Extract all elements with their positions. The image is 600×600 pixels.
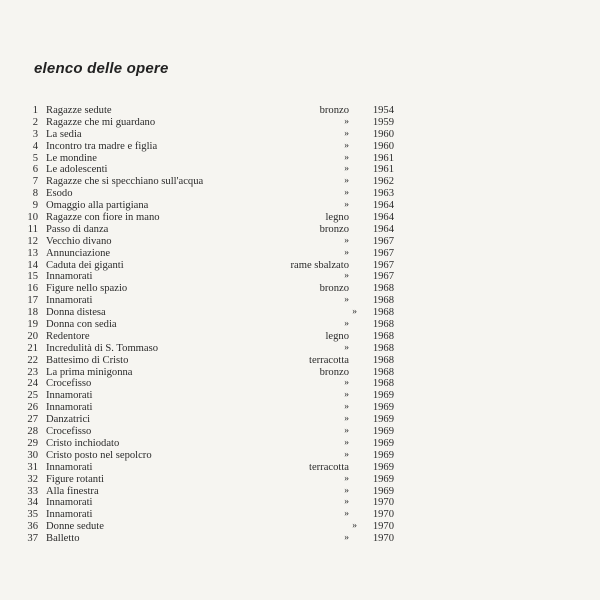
work-material: »: [344, 437, 349, 448]
work-title: Figure nello spazio: [46, 283, 128, 295]
work-title: Battesimo di Cristo: [46, 354, 129, 366]
work-year: 1969: [372, 414, 394, 426]
work-year: 1969: [372, 402, 394, 414]
work-material: »: [344, 176, 349, 187]
work-year: 1970: [372, 521, 394, 533]
work-year: 1960: [372, 140, 394, 152]
work-row: [24, 343, 394, 355]
work-number: 26: [27, 402, 38, 414]
work-material: »: [344, 140, 349, 151]
work-row: [24, 271, 394, 283]
work-title: Ragazze che mi guardano: [46, 116, 156, 128]
work-material: »: [344, 271, 349, 282]
work-material: »: [344, 533, 349, 544]
work-year: 1969: [372, 449, 394, 461]
work-row: [24, 153, 394, 165]
work-year: 1968: [372, 378, 394, 390]
work-title: Danzatrici: [46, 414, 91, 426]
work-number: 18: [27, 307, 38, 319]
work-material: »: [344, 402, 349, 413]
work-title: Innamorati: [46, 295, 93, 307]
work-row: [24, 212, 394, 224]
work-title: Innamorati: [46, 390, 93, 402]
work-material: »: [344, 342, 349, 353]
work-number: 20: [27, 330, 38, 342]
work-row: [24, 260, 394, 272]
work-number: 1: [32, 105, 38, 116]
work-title: Ragazze che si specchiano sull'acqua: [46, 176, 204, 188]
work-year: 1962: [372, 176, 394, 188]
work-number: 25: [27, 390, 38, 402]
work-title: Ragazze con fiore in mano: [46, 212, 160, 224]
work-number: 37: [27, 533, 38, 545]
work-year: 1968: [372, 295, 394, 307]
work-material: »: [344, 152, 349, 163]
work-year: 1968: [372, 342, 394, 354]
work-row: [24, 367, 394, 379]
work-material: »: [344, 295, 349, 306]
work-material: bronzo: [319, 366, 349, 378]
work-number: 8: [32, 188, 38, 200]
work-row: [24, 390, 394, 402]
work-title: Incontro tra madre e figlia: [46, 140, 158, 152]
work-row: [24, 188, 394, 200]
work-year: 1969: [372, 485, 394, 497]
work-material: terracotta: [309, 354, 349, 366]
work-row: [24, 307, 394, 319]
work-number: 16: [27, 283, 38, 295]
work-row: [24, 497, 394, 509]
work-number: 2: [32, 116, 38, 128]
work-material: »: [344, 116, 349, 127]
work-year: 1969: [372, 461, 394, 473]
work-title: Ragazze sedute: [46, 105, 112, 116]
work-material: »: [344, 426, 349, 437]
work-number: 21: [27, 342, 38, 354]
work-material: »: [344, 247, 349, 258]
work-number: 29: [27, 437, 38, 449]
work-row: [24, 224, 394, 236]
work-row: [24, 141, 394, 153]
work-row: [24, 295, 394, 307]
work-title: Crocefisso: [46, 378, 92, 390]
work-year: 1968: [372, 354, 394, 366]
work-row: [24, 319, 394, 331]
work-title: Innamorati: [46, 402, 93, 414]
work-year: 1970: [372, 533, 394, 545]
work-title: Crocefisso: [46, 426, 92, 438]
work-title: Le mondine: [46, 152, 97, 164]
work-title: Esodo: [46, 188, 73, 200]
work-year: 1963: [372, 188, 394, 200]
work-year: 1968: [372, 307, 394, 319]
work-row: [24, 283, 394, 295]
work-row: [24, 450, 394, 462]
work-title: Omaggio alla partigiana: [46, 200, 149, 212]
work-title: Figure rotanti: [46, 473, 104, 485]
work-year: 1961: [372, 164, 394, 176]
work-title: Innamorati: [46, 497, 93, 509]
work-material: »: [344, 319, 349, 330]
work-row: [24, 355, 394, 367]
work-year: 1959: [372, 116, 394, 128]
work-row: [24, 117, 394, 129]
work-title: Innamorati: [46, 271, 93, 283]
work-number: 10: [27, 212, 38, 224]
work-number: 14: [27, 259, 38, 271]
work-number: 27: [27, 414, 38, 426]
work-row: [24, 378, 394, 390]
work-number: 11: [27, 223, 38, 235]
work-number: 5: [32, 152, 38, 164]
work-row: [24, 105, 394, 117]
work-row: [24, 331, 394, 343]
work-title: Passo di danza: [46, 223, 109, 235]
work-year: 1968: [372, 283, 394, 295]
work-number: 15: [27, 271, 38, 283]
work-title: La sedia: [46, 128, 82, 140]
work-material: »: [344, 449, 349, 460]
work-row: [24, 521, 394, 533]
work-title: Cristo posto nel sepolcro: [46, 449, 152, 461]
work-title: La prima minigonna: [46, 366, 133, 378]
work-row: [24, 533, 394, 545]
work-row: [24, 474, 394, 486]
work-row: [24, 462, 394, 474]
work-year: 1968: [372, 330, 394, 342]
work-title: Redentore: [46, 330, 90, 342]
work-title: Cristo inchiodato: [46, 437, 120, 449]
work-material: »: [344, 128, 349, 139]
work-year: 1964: [372, 212, 394, 224]
work-title: Donna distesa: [46, 307, 106, 319]
work-number: 19: [27, 319, 38, 331]
work-material: bronzo: [319, 223, 349, 235]
work-row: [24, 236, 394, 248]
work-title: Donna con sedia: [46, 319, 117, 331]
work-material: »: [352, 521, 357, 532]
work-row: [24, 426, 394, 438]
work-number: 13: [27, 247, 38, 259]
work-title: Caduta dei giganti: [46, 259, 124, 271]
work-number: 12: [27, 235, 38, 247]
work-year: 1969: [372, 473, 394, 485]
work-material: bronzo: [319, 283, 349, 295]
work-material: bronzo: [319, 105, 349, 116]
work-number: 30: [27, 449, 38, 461]
work-material: »: [352, 307, 357, 318]
work-material: »: [344, 473, 349, 484]
work-row: [24, 486, 394, 498]
work-material: legno: [325, 330, 349, 342]
work-title: Innamorati: [46, 509, 93, 521]
work-year: 1954: [372, 105, 394, 116]
work-number: 28: [27, 426, 38, 438]
work-title: Vecchio divano: [46, 235, 112, 247]
work-number: 17: [27, 295, 38, 307]
work-number: 6: [32, 164, 38, 176]
work-material: rame sbalzato: [290, 259, 349, 271]
work-year: 1961: [372, 152, 394, 164]
work-title: Alla finestra: [46, 485, 99, 497]
work-material: »: [344, 497, 349, 508]
work-number: 36: [27, 521, 38, 533]
works-list: [24, 105, 394, 545]
work-material: »: [344, 378, 349, 389]
work-row: [24, 509, 394, 521]
work-number: 24: [27, 378, 38, 390]
work-year: 1964: [372, 200, 394, 212]
work-number: 3: [32, 128, 38, 140]
work-material: »: [344, 509, 349, 520]
work-row: [24, 129, 394, 141]
work-row: [24, 414, 394, 426]
work-number: 23: [27, 366, 38, 378]
work-year: 1969: [372, 426, 394, 438]
work-title: Le adolescenti: [46, 164, 108, 176]
work-title: Annunciazione: [46, 247, 111, 259]
work-number: 9: [32, 200, 38, 212]
work-number: 7: [32, 176, 38, 188]
work-row: [24, 402, 394, 414]
work-title: Innamorati: [46, 461, 93, 473]
work-material: »: [344, 164, 349, 175]
work-row: [24, 176, 394, 188]
work-title: Balletto: [46, 533, 80, 545]
work-material: »: [344, 200, 349, 211]
work-year: 1967: [372, 259, 394, 271]
work-year: 1970: [372, 497, 394, 509]
work-material: »: [344, 390, 349, 401]
work-year: 1968: [372, 319, 394, 331]
work-material: terracotta: [309, 461, 349, 473]
work-row: [24, 438, 394, 450]
work-row: [24, 164, 394, 176]
work-material: »: [344, 188, 349, 199]
work-row: [24, 200, 394, 212]
work-title: Donne sedute: [46, 521, 104, 533]
page-heading: elenco delle opere: [34, 60, 169, 77]
work-row: [24, 248, 394, 260]
work-title: Incredulità di S. Tommaso: [46, 342, 159, 354]
work-year: 1969: [372, 390, 394, 402]
work-year: 1967: [372, 235, 394, 247]
work-number: 35: [27, 509, 38, 521]
work-year: 1970: [372, 509, 394, 521]
work-material: legno: [325, 212, 349, 224]
work-number: 33: [27, 485, 38, 497]
work-number: 4: [32, 140, 38, 152]
work-material: »: [344, 485, 349, 496]
work-year: 1967: [372, 271, 394, 283]
work-number: 34: [27, 497, 38, 509]
work-year: 1967: [372, 247, 394, 259]
work-year: 1969: [372, 437, 394, 449]
work-number: 32: [27, 473, 38, 485]
work-number: 31: [27, 461, 38, 473]
work-material: »: [344, 414, 349, 425]
work-year: 1960: [372, 128, 394, 140]
work-year: 1964: [372, 223, 394, 235]
work-number: 22: [27, 354, 38, 366]
work-material: »: [344, 235, 349, 246]
work-year: 1968: [372, 366, 394, 378]
